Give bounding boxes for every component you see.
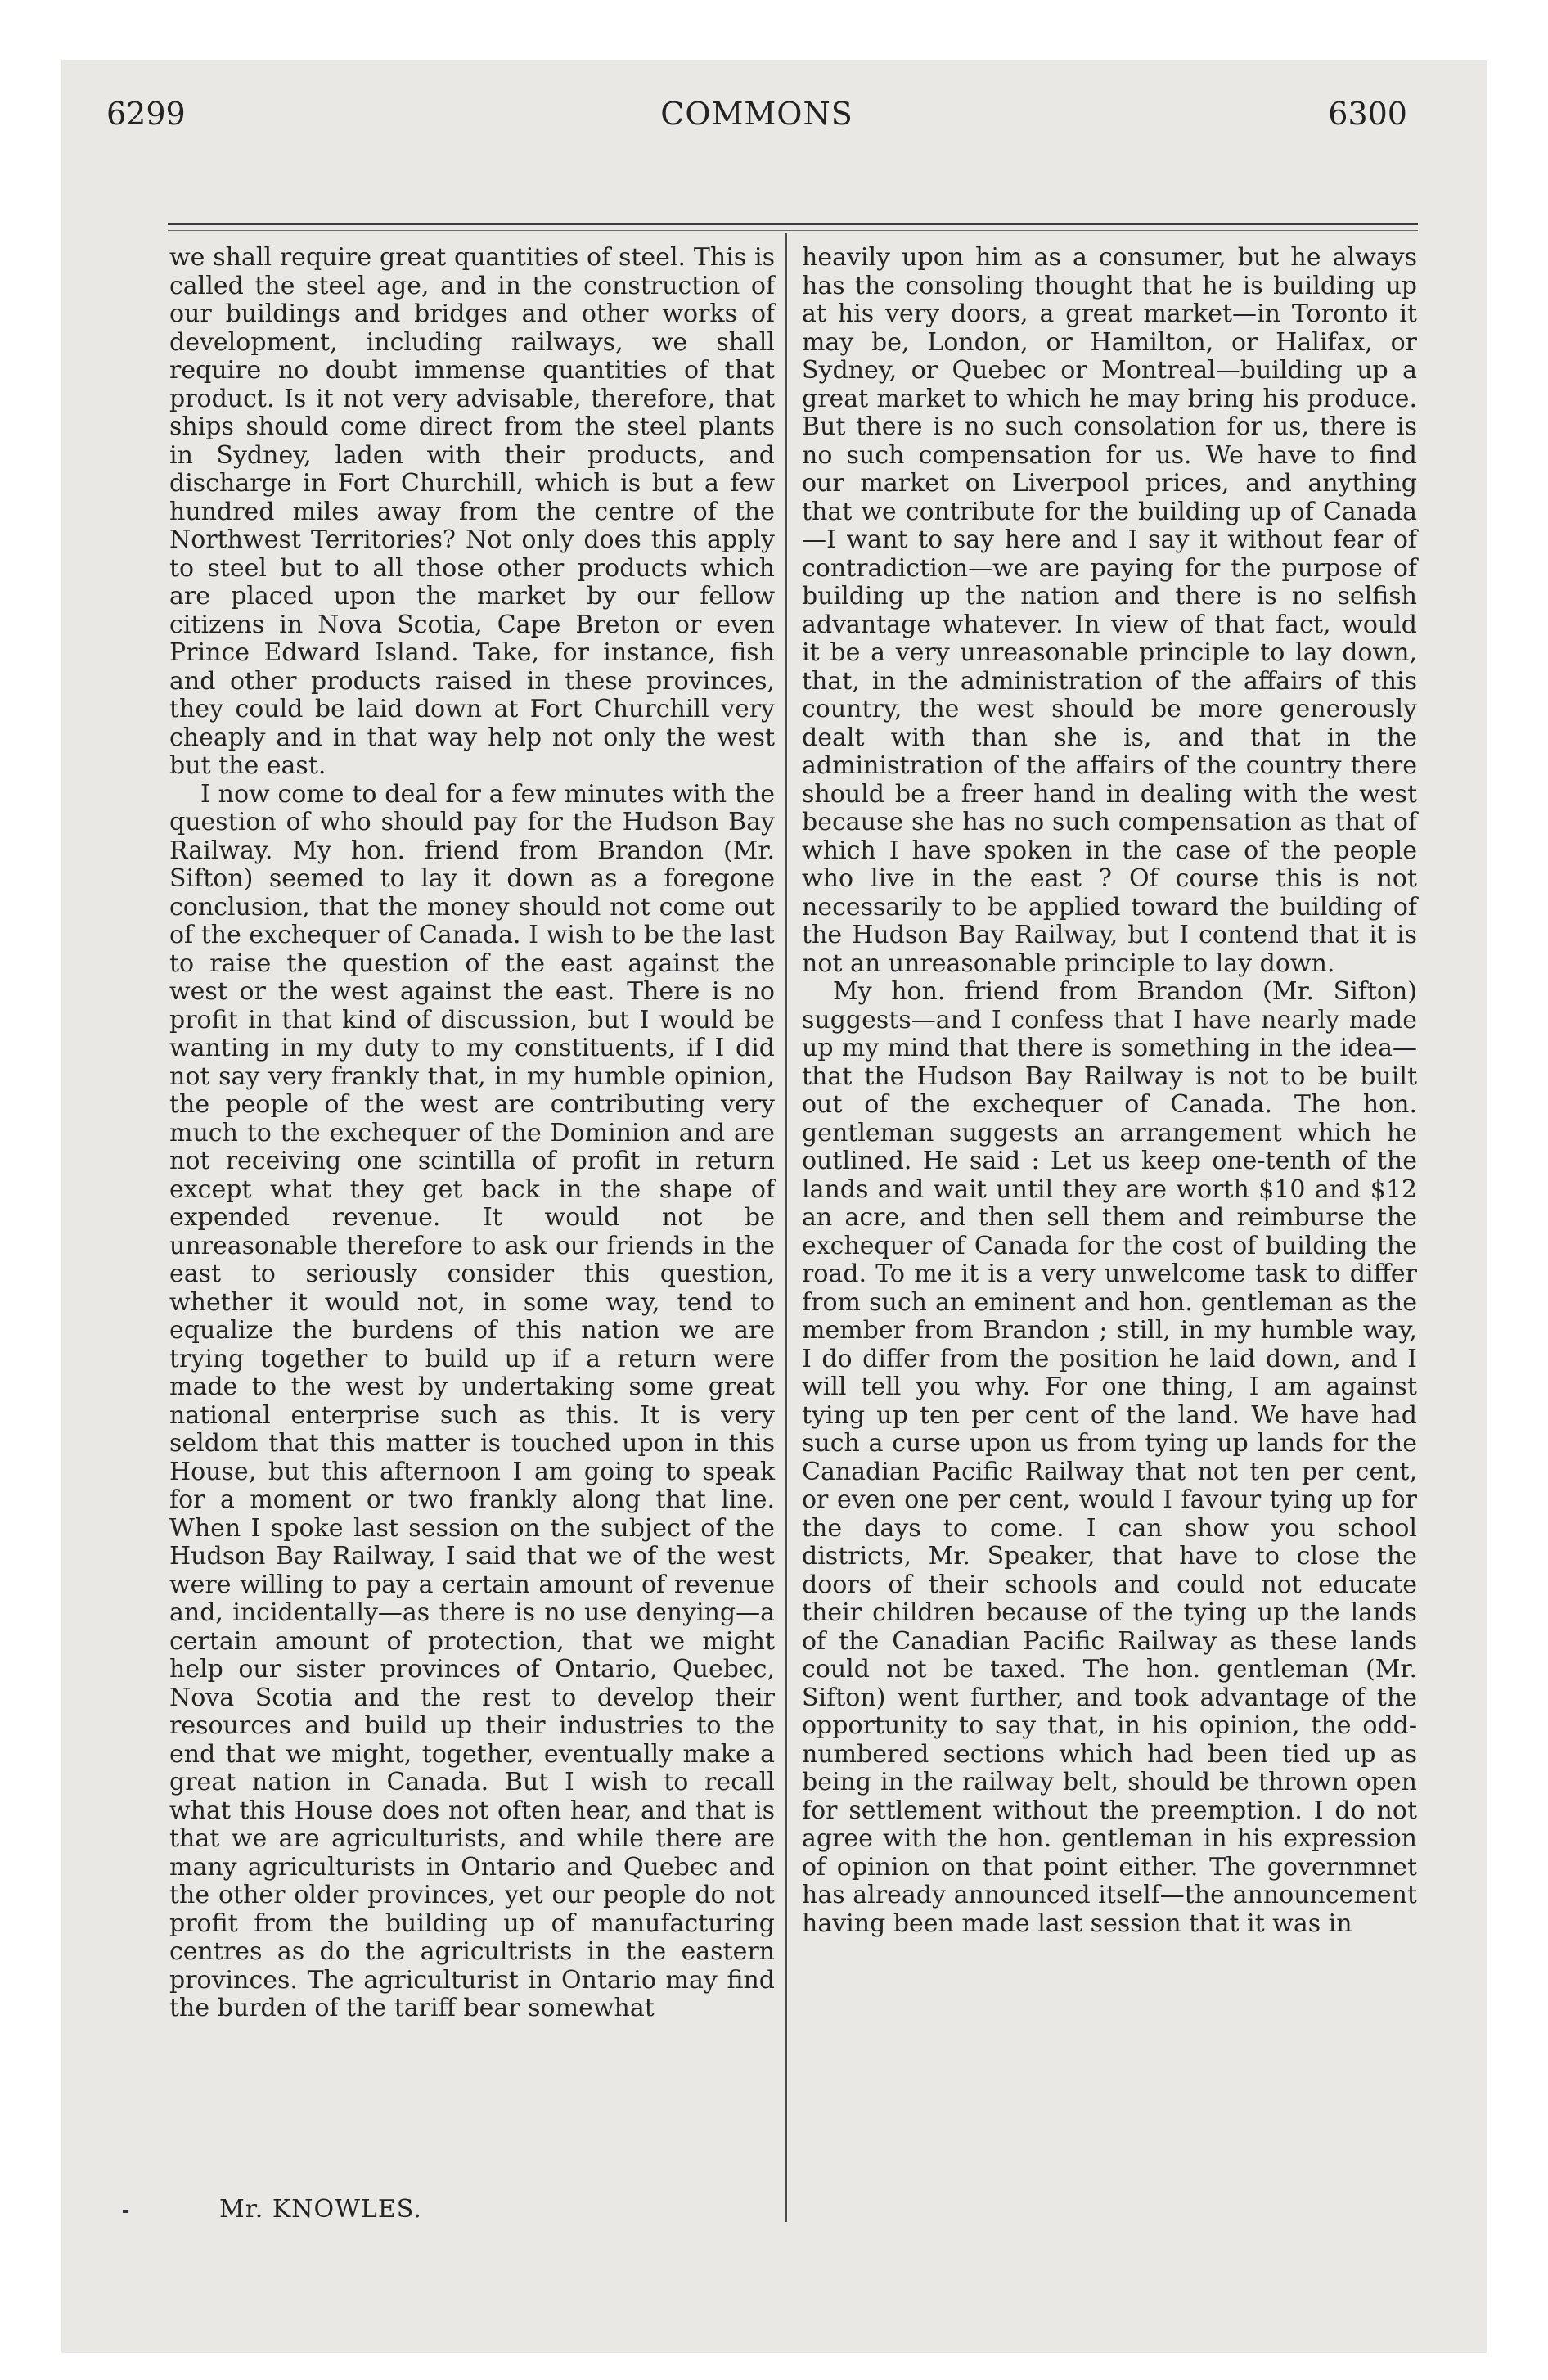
paragraph: I now come to deal for a few minutes with the question of who should pay for the Hudson Bay Railway. My hon. friend from Brandon (Mr. Sifton) seemed to lay it down as a foregone conclusion, that the money should not come out of the exchequer of Canada. I wish to be the last to raise the question of the east against the west or the west against the east. There is no profit in that kind of discussion, but I would be wanting in my duty to my constituents, if I did not say very frankly that, in my humble opinion, the people of the west are contributing very much to the exchequer of the Dominion and are not receiving one scintilla of profit in return except what they get back in the shape of expended revenue. It would not be unreasonable therefore to ask our friends in the east to seriously consider this question, whether it would not, in some way, tend to equalize the burdens of this nation we are trying together to build up if a return were made to the west by undertaking some great national enterprise such as this. It is very seldom that this matter is touched upon in this House, but this afternoon I am going to speak for a moment or two frankly along that line. When I spoke last session on the subject of the Hudson Bay Railway, I said that we of the west were willing to pay a certain amount of revenue and, incidentally—as there is no use denying—a certain amount of protection, that we might help our sister provinces of Ontario, Quebec, Nova Scotia and the rest to develop their resources and build up their industries to the end that we might, together, eventually make a great nation in Canada. But I wish to recall what this House does not often hear, and that is that we are agriculturists, and while there are many agriculturists in Ontario and Quebec and the other older provinces, yet our people do not profit from the building up of manufacturing centres as do the agricultrists in the eastern provinces. The agriculturist in Ontario may find the burden of the tariff bear somewhat <box>169 779 775 2022</box>
left-column <box>169 244 775 2023</box>
page-number-left: 6299 <box>106 96 186 132</box>
page-header <box>106 96 1407 153</box>
header-rule-secondary <box>168 230 1418 231</box>
right-column <box>802 244 1417 1938</box>
paragraph: we shall require great quantities of steel. This is called the steel age, and in the construction of our buildings and bridges and other works of development, including railways, we shall require no doubt immense quantities of that product. Is it not very advisable, therefore, that ships should come direct from the steel plants in Sydney, laden with their products, and discharge in Fort Churchill, which is but a few hundred miles away from the centre of the Northwest Territories? Not only does this apply to steel but to all those other products which are placed upon the market by our fellow citizens in Nova Scotia, Cape Breton or even Prince Edward Island. Take, for instance, fish and other products raised in these provinces, they could be laid down at Fort Churchill very cheaply and in that way help not only the west but the east. <box>169 243 775 780</box>
header-rule <box>168 223 1418 225</box>
column-divider <box>785 233 787 2222</box>
paragraph: My hon. friend from Brandon (Mr. Sifton) suggests—and I confess that I have nearly made up my mind that there is something in the idea—that the Hudson Bay Railway is not to be built out of the exchequer of Canada. The hon. gentleman suggests an arrangement which he outlined. He said : Let us keep one-tenth of the lands and wait until they are worth $10 and $12 an acre, and then sell them and reimburse the exchequer of Canada for the cost of building the road. To me it is a very unwelcome task to differ from such an eminent and hon. gentleman as the member from Brandon ; still, in my humble way, I do differ from the position he laid down, and I will tell you why. For one thing, I am against tying up ten per cent of the land. We have had such a curse upon us from tying up lands for the Canadian Pacific Railway that not ten per cent, or even one per cent, would I favour tying up for the days to come. I can show you school districts, Mr. Speaker, that have to close the doors of their schools and could not educate their children because of the tying up the lands of the Canadian Pacific Railway as these lands could not be taxed. The hon. gentleman (Mr. Sifton) went further, and took advantage of the opportunity to say that, in his opinion, the odd-numbered sections which had been tied up as being in the railway belt, should be thrown open for settlement without the preemption. I do not agree with the hon. gentleman in his expression of opinion on that point either. The governmnet has already announced itself—the announcement having been made last session that it was in <box>802 977 1417 1938</box>
speaker-name: Mr. KNOWLES. <box>219 2195 422 2224</box>
stray-mark <box>123 2210 128 2213</box>
paragraph: heavily upon him as a consumer, but he always has the consoling thought that he is building up at his very doors, a great market—in Toronto it may be, London, or Hamilton, or Halifax, or Sydney, or Quebec or Montreal—building up a great market to which he may bring his produce. But there is no such consolation for us, there is no such compensation for us. We have to find our market on Liverpool prices, and anything that we contribute for the building up of Canada—I want to say here and I say it without fear of contradiction—we are paying for the purpose of building up the nation and there is no selfish advantage whatever. In view of that fact, would it be a very unreasonable principle to lay down, that, in the administration of the affairs of this country, the west should be more generously dealt with than she is, and that in the administration of the affairs of the country there should be a freer hand in dealing with the west because she has no such compensation as that of which I have spoken in the case of the people who live in the east ? Of course this is not necessarily to be applied toward the building of the Hudson Bay Railway, but I contend that it is not an unreasonable principle to lay down. <box>802 243 1417 978</box>
running-title: COMMONS <box>660 96 853 132</box>
page-number-right: 6300 <box>1328 96 1407 132</box>
